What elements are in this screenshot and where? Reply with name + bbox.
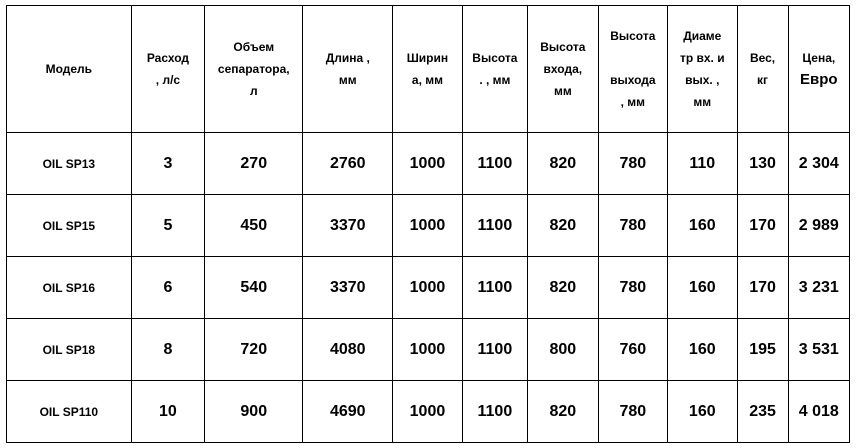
cell-height: 1100	[462, 195, 527, 257]
cell-outlet: 760	[598, 319, 667, 381]
header-width: Ширин а, мм	[393, 6, 462, 133]
cell-weight: 235	[737, 381, 788, 443]
cell-weight: 130	[737, 133, 788, 195]
cell-flow: 5	[131, 195, 205, 257]
cell-length: 3370	[303, 257, 393, 319]
table-row	[7, 195, 850, 257]
cell-height: 1100	[462, 381, 527, 443]
cell-weight: 170	[737, 257, 788, 319]
cell-volume: 270	[205, 133, 303, 195]
cell-model: OIL SP13	[7, 133, 132, 195]
cell-price: 3 231	[788, 257, 849, 319]
cell-volume: 720	[205, 319, 303, 381]
cell-flow: 6	[131, 257, 205, 319]
cell-height: 1100	[462, 319, 527, 381]
table-row	[7, 257, 850, 319]
header-row	[7, 6, 850, 133]
cell-width: 1000	[393, 319, 462, 381]
cell-flow: 3	[131, 133, 205, 195]
cell-inlet: 820	[528, 257, 599, 319]
cell-model: OIL SP16	[7, 257, 132, 319]
header-volume: Объем сепаратора, л	[205, 6, 303, 133]
table-row	[7, 319, 850, 381]
cell-outlet: 780	[598, 195, 667, 257]
cell-width: 1000	[393, 195, 462, 257]
cell-price: 2 989	[788, 195, 849, 257]
cell-price: 2 304	[788, 133, 849, 195]
cell-width: 1000	[393, 257, 462, 319]
cell-diameter: 110	[668, 133, 737, 195]
cell-height: 1100	[462, 257, 527, 319]
cell-model: OIL SP110	[7, 381, 132, 443]
header-inlet-height: Высота входа, мм	[528, 6, 599, 133]
header-flow: Расход , л/с	[131, 6, 205, 133]
cell-volume: 540	[205, 257, 303, 319]
header-outlet-height: Высота выхода , мм	[598, 6, 667, 133]
cell-length: 3370	[303, 195, 393, 257]
cell-inlet: 820	[528, 195, 599, 257]
cell-flow: 10	[131, 381, 205, 443]
cell-length: 4080	[303, 319, 393, 381]
cell-diameter: 160	[668, 381, 737, 443]
cell-price: 4 018	[788, 381, 849, 443]
cell-diameter: 160	[668, 319, 737, 381]
cell-outlet: 780	[598, 257, 667, 319]
cell-model: OIL SP15	[7, 195, 132, 257]
cell-inlet: 820	[528, 133, 599, 195]
header-weight: Вес, кг	[737, 6, 788, 133]
cell-price: 3 531	[788, 319, 849, 381]
cell-inlet: 800	[528, 319, 599, 381]
cell-length: 2760	[303, 133, 393, 195]
header-length: Длина , мм	[303, 6, 393, 133]
cell-height: 1100	[462, 133, 527, 195]
cell-flow: 8	[131, 319, 205, 381]
cell-volume: 450	[205, 195, 303, 257]
header-height: Высота . , мм	[462, 6, 527, 133]
header-model: Модель	[7, 6, 132, 133]
header-price: Цена, Евро	[788, 6, 849, 133]
header-diameter: Диаме тр вх. и вых. , мм	[668, 6, 737, 133]
table-body	[7, 133, 850, 443]
cell-weight: 195	[737, 319, 788, 381]
table-row	[7, 133, 850, 195]
cell-diameter: 160	[668, 257, 737, 319]
cell-weight: 170	[737, 195, 788, 257]
cell-outlet: 780	[598, 381, 667, 443]
cell-volume: 900	[205, 381, 303, 443]
cell-diameter: 160	[668, 195, 737, 257]
separator-spec-table	[6, 5, 850, 443]
cell-width: 1000	[393, 381, 462, 443]
cell-model: OIL SP18	[7, 319, 132, 381]
cell-inlet: 820	[528, 381, 599, 443]
table-row	[7, 381, 850, 443]
cell-length: 4690	[303, 381, 393, 443]
cell-width: 1000	[393, 133, 462, 195]
cell-outlet: 780	[598, 133, 667, 195]
